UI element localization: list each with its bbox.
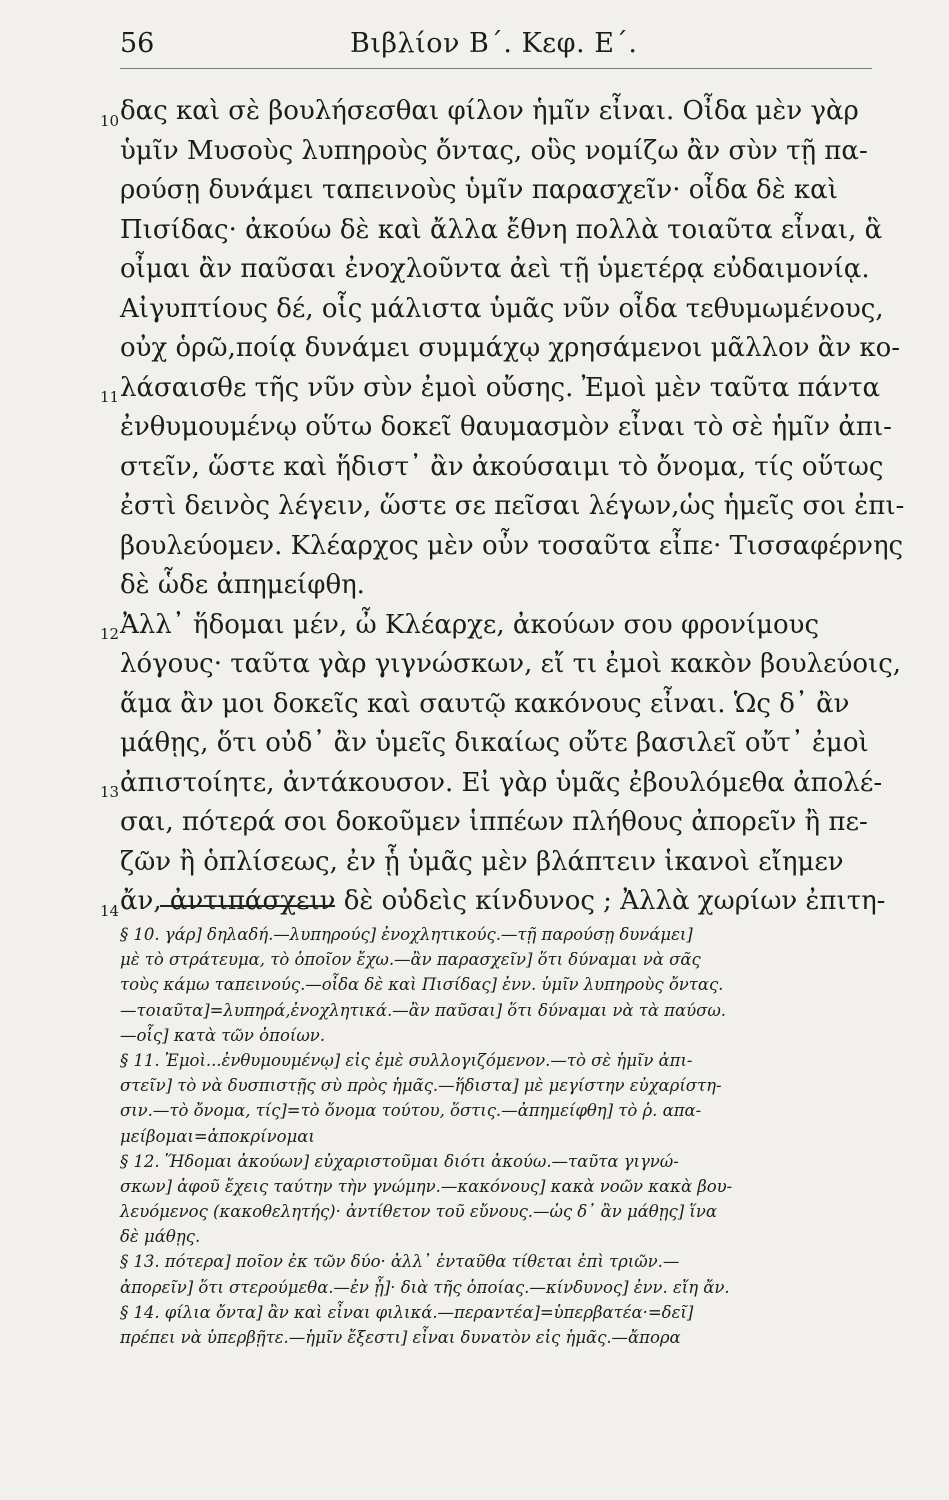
text-line [120, 250, 872, 290]
text-line [120, 645, 902, 685]
text-line [120, 329, 901, 369]
section-number: 14 [100, 901, 120, 920]
line-text: λόγους· ταῦτα γὰρ γιγνώσκων, εἴ τι ἐμοὶ κακὸν βουλεύοις, [120, 649, 902, 679]
line-text: οὐχ ὁρῶ,ποίᾳ δυνάμει συμμάχῳ χρησάμενοι μᾶλλον ἂν κο- [120, 333, 901, 363]
footnote-rule [160, 905, 335, 907]
line-text: ἀπιστοίητε, ἀντάκουσον. Εἰ γὰρ ὑμᾶς ἐβουλόμεθα ἀπολέ- [120, 767, 883, 798]
line-text: μάθῃς, ὅτι οὐδ᾽ ἂν ὑμεῖς δικαίως οὔτε βασιλεῖ οὔτ᾽ ἐμοὶ [120, 728, 869, 758]
footnote-line: πρέπει νὰ ὑπερβῇτε.—ἡμῖν ἔξεστι] εἶναι δυνατὸν εἰς ἡμᾶς.—ἄπορα [120, 1328, 681, 1347]
footnote-line: ἀπορεῖν] ὅτι στερούμεθα.—ἐν ᾗ]· διὰ τῆς ὁποίας.—κίνδυνος] ἐνν. εἴη ἄν. [120, 1277, 730, 1297]
section-number: 10 [100, 111, 120, 130]
line-text: ρούσῃ δυνάμει ταπεινοὺς ὑμῖν παρασχεῖν· οἶδα δὲ καὶ [120, 175, 838, 205]
running-title: Βιβλίον Β΄. Κεφ. Ε΄. [350, 28, 638, 59]
text-line [120, 566, 872, 606]
footnote-line: μείβομαι=ἀποκρίνομαι [120, 1126, 315, 1146]
section-number: 13 [100, 783, 120, 801]
text-line [120, 171, 872, 211]
text-line [120, 724, 872, 764]
footnote-line: τοὺς κάμω ταπεινούς.—οἶδα δὲ καὶ Πισίδας] ἐνν. ὑμῖν λυπηροὺς ὄντας. [120, 975, 724, 995]
text-line [120, 448, 884, 488]
footnote-line: § 12. Ἥδομαι ἀκούων] εὐχαριστοῦμαι διότι ἀκούω.—ταῦτα γιγνώ- [120, 1151, 679, 1171]
footnote-line: § 11. Ἐμοὶ...ἐνθυμουμένῳ] εἰς ἐμὲ συλλογιζόμενον.—τὸ σὲ ἡμῖν ἀπι- [120, 1050, 693, 1070]
line-text: ἐνθυμουμένῳ οὕτω δοκεῖ θαυμασμὸν εἶναι τὸ σὲ ἡμῖν ἀπι- [120, 412, 892, 442]
line-text: Αἰγυπτίους δέ, οἷς μάλιστα ὑμᾶς νῦν οἶδα τεθυμωμένους, [120, 293, 884, 324]
line-text: ἐστὶ δεινὸς λέγειν, ὥστε σε πεῖσαι λέγων,ὡς ἡμεῖς σοι ἐπι- [120, 491, 905, 521]
text-line [120, 211, 883, 251]
line-text: ὑμῖν Μυσοὺς λυπηροὺς ὄντας, οὓς νομίζω ἂν σὺν τῇ πα- [120, 135, 868, 166]
line-text: Πισίδας· ἀκούω δὲ καὶ ἄλλα ἔθνη πολλὰ τοιαῦτα εἶναι, ἃ [120, 214, 883, 245]
footnote-line: στεῖν] τὸ νὰ δυσπιστῇς σὺ πρὸς ἡμᾶς.—ἥδιστα] μὲ μεγίστην εὐχαρίστη- [120, 1076, 722, 1096]
line-text: δας καὶ σὲ βουλήσεσθαι φίλον ἡμῖν εἶναι. Οἶδα μὲν γὰρ [120, 96, 859, 126]
header-rule [120, 68, 872, 69]
footnote-line: δὲ μάθῃς. [120, 1227, 201, 1247]
line-text: λάσαισθε τῆς νῦν σὺν ἐμοὶ οὔσης. Ἐμοὶ μὲν ταῦτα πάντα [120, 372, 881, 403]
footnote-line: § 13. πότερα] ποῖον ἐκ τῶν δύο· ἀλλ᾽ ἐνταῦθα τίθεται ἐπὶ τριῶν.— [120, 1252, 680, 1272]
footnote-line: σιν.—τὸ ὄνομα, τίς]=τὸ ὄνομα τούτου, ὅστις.—ἀπημείφθη] τὸ ῥ. απα- [120, 1101, 702, 1121]
line-text: ἄν, ἀντιπάσχειν δὲ οὐδεὶς κίνδυνος ; Ἀλλὰ χωρίων ἐπιτη- [120, 886, 886, 916]
line-text: οἶμαι ἂν παῦσαι ἐνοχλοῦντα ἀεὶ τῇ ὑμετέρᾳ εὐδαιμονίᾳ. [120, 254, 870, 284]
text-line [100, 764, 883, 804]
text-line [100, 882, 886, 922]
text-line [120, 685, 872, 725]
line-text: σαι, πότερά σοι δοκοῦμεν ἱππέων πλήθους ἀπορεῖν ἢ πε- [120, 807, 868, 837]
main-text [100, 92, 905, 922]
text-line [120, 290, 884, 330]
footnote-line: μὲ τὸ στράτευμα, τὸ ὁποῖον ἔχω.—ἂν παρασχεῖν] ὅτι δύναμαι νὰ σᾶς [120, 950, 701, 970]
text-line [120, 408, 892, 448]
page-header [120, 28, 872, 68]
line-text: δὲ ὧδε ἀπημείφθη. [120, 570, 365, 600]
footnote-line: σκων] ἀφοῦ ἔχεις ταύτην τὴν γνώμην.—κακόνους] κακὰ νοῶν κακὰ βου- [120, 1176, 733, 1196]
text-line [120, 803, 872, 843]
footnote-line: § 10. γάρ] δηλαδή.—λυπηρούς] ἐνοχλητικούς.—τῇ παρούσῃ δυνάμει] [120, 925, 693, 944]
page-number: 56 [120, 28, 155, 59]
text-line [120, 527, 904, 567]
text-line [100, 92, 872, 132]
footnote-line: —τοιαῦτα]=λυπηρά,ἐνοχλητικά.—ἂν παῦσαι] ὅτι δύναμαι νὰ τὰ παύσω. [120, 1000, 726, 1020]
footnote-line: § 14. φίλια ὄντα] ἂν καὶ εἶναι φιλικά.—περαντέα]=ὑπερβατέα·=δεῖ] [120, 1302, 694, 1322]
footnotes [120, 922, 872, 1350]
footnote-line: —οἷς] κατὰ τῶν ὁποίων. [120, 1025, 326, 1045]
line-text: ζῶν ἢ ὁπλίσεως, ἐν ᾗ ὑμᾶς μὲν βλάπτειν ἱκανοὶ εἴημεν [120, 846, 844, 877]
line-text: Ἀλλ᾽ ἥδομαι μέν, ὦ Κλέαρχε, ἀκούων σου φρονίμους [120, 609, 820, 640]
text-line [120, 843, 872, 883]
line-text: στεῖν, ὥστε καὶ ἥδιστ᾽ ἂν ἀκούσαιμι τὸ ὄνομα, τίς οὕτως [120, 451, 884, 482]
text-line [100, 369, 881, 409]
text-line [120, 487, 905, 527]
section-number: 12 [100, 625, 120, 643]
line-text: ἅμα ἂν μοι δοκεῖς καὶ σαυτῷ κακόνους εἶναι. Ὡς δ᾽ ἂν [120, 688, 850, 719]
text-line [100, 606, 872, 646]
line-text: βουλεύομεν. Κλέαρχος μὲν οὖν τοσαῦτα εἶπε· Τισσαφέρνης [120, 530, 904, 561]
footnote-line: λευόμενος (κακοθελητής)· ἀντίθετον τοῦ εὔνους.—ὡς δ᾽ ἂν μάθῃς] ἵνα [120, 1202, 717, 1222]
section-number: 11 [100, 388, 120, 406]
text-line [120, 132, 872, 172]
